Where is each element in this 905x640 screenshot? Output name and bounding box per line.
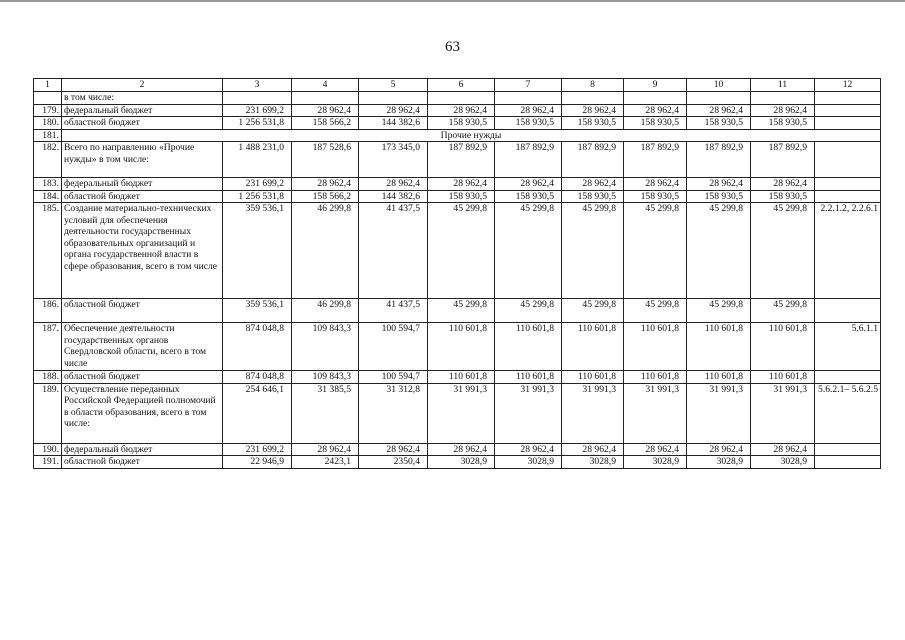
table-row <box>34 456 881 469</box>
value-cell: 45 299,8 <box>751 299 815 323</box>
value-cell: 31 991,3 <box>495 383 562 443</box>
table-row <box>34 190 881 203</box>
row-name: Создание материально-технических условий для обеспечения деятельности государственных образовательных организаций и органа государственной власти в сфере образования, всего в том числе <box>62 203 223 299</box>
value-cell: 31 991,3 <box>687 383 751 443</box>
column-number-4: 4 <box>292 79 359 92</box>
value-cell: 45 299,8 <box>624 299 687 323</box>
value-cell: 28 962,4 <box>292 443 359 456</box>
value-cell: 100 594,7 <box>359 323 428 371</box>
budget-table <box>33 78 881 469</box>
reference-cell <box>815 299 881 323</box>
row-number: 188. <box>34 371 62 384</box>
table-row <box>34 104 881 117</box>
value-cell: 31 991,3 <box>751 383 815 443</box>
value-cell: 31 385,5 <box>292 383 359 443</box>
value-cell <box>292 92 359 105</box>
value-cell: 158 930,5 <box>751 117 815 130</box>
row-number: 190. <box>34 443 62 456</box>
value-cell: 110 601,8 <box>495 371 562 384</box>
column-number-6: 6 <box>428 79 495 92</box>
value-cell: 28 962,4 <box>687 443 751 456</box>
row-number: 183. <box>34 178 62 191</box>
value-cell: 158 566,2 <box>292 190 359 203</box>
value-cell: 110 601,8 <box>687 371 751 384</box>
value-cell <box>223 92 292 105</box>
value-cell: 187 528,6 <box>292 142 359 178</box>
value-cell: 187 892,9 <box>687 142 751 178</box>
value-cell <box>624 92 687 105</box>
value-cell: 28 962,4 <box>495 104 562 117</box>
value-cell: 31 312,8 <box>359 383 428 443</box>
row-number <box>34 92 62 105</box>
value-cell: 359 536,1 <box>223 203 292 299</box>
column-number-1: 1 <box>34 79 62 92</box>
value-cell: 110 601,8 <box>687 323 751 371</box>
reference-cell: 2.2.1.2, 2.2.6.1 <box>815 203 881 299</box>
value-cell: 28 962,4 <box>562 104 624 117</box>
value-cell: 110 601,8 <box>624 323 687 371</box>
value-cell: 28 962,4 <box>562 443 624 456</box>
row-name: областной бюджет <box>62 190 223 203</box>
value-cell: 158 930,5 <box>624 190 687 203</box>
value-cell: 187 892,9 <box>562 142 624 178</box>
row-name: Осуществление переданных Российской Федерацией полномочий в области образования, всего в том числе: <box>62 383 223 443</box>
row-name: областной бюджет <box>62 371 223 384</box>
table-row <box>34 117 881 130</box>
table-header-row <box>34 79 881 92</box>
value-cell: 28 962,4 <box>495 178 562 191</box>
reference-cell: 5.6.2.1– 5.6.2.5 <box>815 383 881 443</box>
reference-cell <box>815 104 881 117</box>
value-cell: 3028,9 <box>751 456 815 469</box>
value-cell: 1 488 231,0 <box>223 142 292 178</box>
section-heading: Прочие нужды <box>62 129 881 142</box>
column-number-8: 8 <box>562 79 624 92</box>
value-cell: 45 299,8 <box>687 203 751 299</box>
value-cell: 109 843,3 <box>292 371 359 384</box>
value-cell: 41 437,5 <box>359 299 428 323</box>
value-cell: 28 962,4 <box>751 104 815 117</box>
value-cell: 1 256 531,8 <box>223 117 292 130</box>
value-cell: 45 299,8 <box>687 299 751 323</box>
column-number-10: 10 <box>687 79 751 92</box>
value-cell: 110 601,8 <box>751 323 815 371</box>
value-cell: 41 437,5 <box>359 203 428 299</box>
reference-cell: 5.6.1.1 <box>815 323 881 371</box>
row-name: областной бюджет <box>62 299 223 323</box>
value-cell: 874 048,8 <box>223 371 292 384</box>
value-cell: 45 299,8 <box>428 203 495 299</box>
reference-cell <box>815 190 881 203</box>
value-cell: 158 930,5 <box>687 117 751 130</box>
value-cell: 3028,9 <box>495 456 562 469</box>
table-row <box>34 92 881 105</box>
row-number: 186. <box>34 299 62 323</box>
value-cell: 45 299,8 <box>562 203 624 299</box>
value-cell <box>428 92 495 105</box>
value-cell: 28 962,4 <box>751 443 815 456</box>
value-cell <box>687 92 751 105</box>
value-cell: 110 601,8 <box>751 371 815 384</box>
value-cell: 231 699,2 <box>223 178 292 191</box>
reference-cell <box>815 178 881 191</box>
row-name: Обеспечение деятельности государственных органов Свердловской области, всего в том числе <box>62 323 223 371</box>
value-cell: 28 962,4 <box>624 104 687 117</box>
table-row <box>34 129 881 142</box>
column-number-7: 7 <box>495 79 562 92</box>
table-row <box>34 178 881 191</box>
column-number-5: 5 <box>359 79 428 92</box>
value-cell: 187 892,9 <box>495 142 562 178</box>
value-cell: 28 962,4 <box>751 178 815 191</box>
value-cell: 158 930,5 <box>495 190 562 203</box>
value-cell: 3028,9 <box>624 456 687 469</box>
value-cell: 187 892,9 <box>624 142 687 178</box>
value-cell: 46 299,8 <box>292 203 359 299</box>
value-cell: 158 930,5 <box>495 117 562 130</box>
table-row <box>34 383 881 443</box>
value-cell: 3028,9 <box>428 456 495 469</box>
value-cell: 110 601,8 <box>624 371 687 384</box>
column-number-11: 11 <box>751 79 815 92</box>
value-cell: 158 930,5 <box>562 190 624 203</box>
value-cell <box>359 92 428 105</box>
value-cell: 31 991,3 <box>624 383 687 443</box>
value-cell: 110 601,8 <box>428 371 495 384</box>
column-number-12: 12 <box>815 79 881 92</box>
value-cell: 1 256 531,8 <box>223 190 292 203</box>
value-cell: 31 991,3 <box>562 383 624 443</box>
row-name: областной бюджет <box>62 117 223 130</box>
value-cell: 187 892,9 <box>428 142 495 178</box>
value-cell: 28 962,4 <box>292 178 359 191</box>
value-cell: 28 962,4 <box>359 178 428 191</box>
reference-cell <box>815 142 881 178</box>
table-row <box>34 323 881 371</box>
reference-cell <box>815 456 881 469</box>
row-number: 180. <box>34 117 62 130</box>
value-cell: 45 299,8 <box>495 299 562 323</box>
value-cell: 231 699,2 <box>223 104 292 117</box>
value-cell: 187 892,9 <box>751 142 815 178</box>
value-cell: 31 991,3 <box>428 383 495 443</box>
top-border-line <box>0 0 905 2</box>
row-number: 187. <box>34 323 62 371</box>
row-number: 179. <box>34 104 62 117</box>
value-cell: 158 930,5 <box>428 190 495 203</box>
row-name: федеральный бюджет <box>62 443 223 456</box>
column-number-9: 9 <box>624 79 687 92</box>
row-number: 189. <box>34 383 62 443</box>
value-cell: 874 048,8 <box>223 323 292 371</box>
table-row <box>34 443 881 456</box>
value-cell: 158 566,2 <box>292 117 359 130</box>
table-row <box>34 142 881 178</box>
value-cell: 28 962,4 <box>359 443 428 456</box>
value-cell: 28 962,4 <box>624 443 687 456</box>
value-cell: 254 646,1 <box>223 383 292 443</box>
value-cell: 28 962,4 <box>495 443 562 456</box>
value-cell: 45 299,8 <box>562 299 624 323</box>
value-cell: 45 299,8 <box>428 299 495 323</box>
value-cell: 359 536,1 <box>223 299 292 323</box>
value-cell: 110 601,8 <box>562 371 624 384</box>
table-row <box>34 203 881 299</box>
value-cell: 28 962,4 <box>292 104 359 117</box>
column-number-3: 3 <box>223 79 292 92</box>
value-cell: 28 962,4 <box>687 178 751 191</box>
value-cell: 3028,9 <box>687 456 751 469</box>
value-cell: 28 962,4 <box>428 178 495 191</box>
value-cell: 144 382,6 <box>359 190 428 203</box>
value-cell: 100 594,7 <box>359 371 428 384</box>
reference-cell <box>815 371 881 384</box>
row-name: в том числе: <box>62 92 223 105</box>
value-cell: 110 601,8 <box>562 323 624 371</box>
value-cell: 45 299,8 <box>751 203 815 299</box>
table-row <box>34 299 881 323</box>
value-cell: 231 699,2 <box>223 443 292 456</box>
value-cell: 28 962,4 <box>562 178 624 191</box>
value-cell: 173 345,0 <box>359 142 428 178</box>
table-row <box>34 371 881 384</box>
reference-cell <box>815 117 881 130</box>
value-cell: 158 930,5 <box>428 117 495 130</box>
value-cell: 158 930,5 <box>562 117 624 130</box>
value-cell: 45 299,8 <box>495 203 562 299</box>
value-cell <box>751 92 815 105</box>
value-cell: 2350,4 <box>359 456 428 469</box>
value-cell: 158 930,5 <box>751 190 815 203</box>
value-cell: 109 843,3 <box>292 323 359 371</box>
row-name: федеральный бюджет <box>62 178 223 191</box>
row-name: Всего по направлению «Прочие нужды» в том числе: <box>62 142 223 178</box>
value-cell: 28 962,4 <box>428 443 495 456</box>
value-cell: 3028,9 <box>562 456 624 469</box>
value-cell: 110 601,8 <box>428 323 495 371</box>
row-name: областной бюджет <box>62 456 223 469</box>
row-number: 182. <box>34 142 62 178</box>
row-number: 184. <box>34 190 62 203</box>
value-cell: 46 299,8 <box>292 299 359 323</box>
value-cell: 28 962,4 <box>624 178 687 191</box>
value-cell: 22 946,9 <box>223 456 292 469</box>
value-cell: 28 962,4 <box>687 104 751 117</box>
row-number: 181. <box>34 129 62 142</box>
reference-cell <box>815 92 881 105</box>
value-cell: 158 930,5 <box>624 117 687 130</box>
value-cell: 45 299,8 <box>624 203 687 299</box>
column-number-2: 2 <box>62 79 223 92</box>
page-number: 63 <box>445 39 460 55</box>
row-number: 191. <box>34 456 62 469</box>
row-number: 185. <box>34 203 62 299</box>
value-cell: 158 930,5 <box>687 190 751 203</box>
value-cell <box>495 92 562 105</box>
value-cell: 28 962,4 <box>428 104 495 117</box>
value-cell: 28 962,4 <box>359 104 428 117</box>
reference-cell <box>815 443 881 456</box>
row-name: федеральный бюджет <box>62 104 223 117</box>
value-cell <box>562 92 624 105</box>
value-cell: 110 601,8 <box>495 323 562 371</box>
value-cell: 2423,1 <box>292 456 359 469</box>
value-cell: 144 382,6 <box>359 117 428 130</box>
